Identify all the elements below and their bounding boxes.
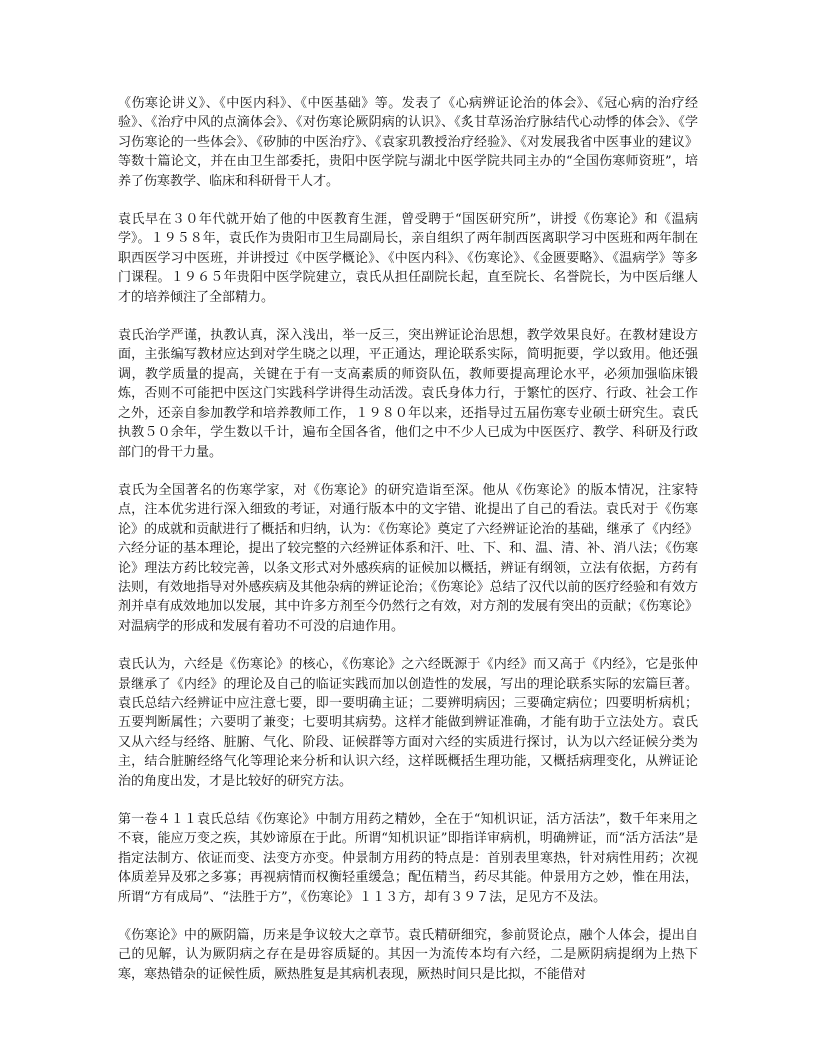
paragraph-education-career: 袁氏早在３０年代就开始了他的中医教育生涯，曾受聘于“国医研究所”，讲授《伤寒论》和《温病学》。１９５８年，袁氏作为贵阳市卫生局副局长，亲自组织了两年制西医离职学习中医班和两年制在职西医学习中医班，并讲授过《中医学概论》、《中医内科》、《伤寒论》、《金匮要略》、《温病学》等多门课程。１９６５年贵阳中医学院建立，袁氏从担任副院长起，直至院长、名誉院长，为中医后继人才的培养倾注了全部精力。 — [118, 212, 698, 305]
document-page — [118, 94, 698, 1003]
paragraph-six-meridians: 袁氏认为，六经是《伤寒论》的核心，《伤寒论》之六经既源于《内经》而又高于《内经》，它是张仲景继承了《内经》的理论及自己的临证实践而加以创造性的发展，写出的理论联系实际的宏篇巨著。袁氏总结六经辨证中应注意七要，即一要明确主证；二要辨明病因；三要确定病位；四要明析病机；五要判断属性；六要明了兼变；七要明其病势。这样才能做到辨证准确，才能有助于立法处方。袁氏又从六经与经络、脏腑、气化、阶段、证候群等方面对六经的实质进行探讨，认为以六经证候分类为主，结合脏腑经络气化等理论来分析和认识六经，这样既概括生理功能，又概括病理变化，从辨证论治的角度出发，才是比较好的研究方法。 — [118, 657, 698, 789]
paragraph-teaching-philosophy: 袁氏治学严谨，执教认真，深入浅出，举一反三，突出辨证论治思想，教学效果良好。在教材建设方面，主张编写教材应达到对学生晓之以理，平正通达，理论联系实际，简明扼要，学以致用。他还强调，教学质量的提高，关键在于有一支高素质的师资队伍，教师要提高理论水平，必须加强临床锻炼，否则不可能把中医这门实践科学讲得生动活泼。袁氏身体力行，于繁忙的医疗、行政、社会工作之外，还亲自参加教学和培养教师工作，１９８０年以来，还指导过五届伤寒专业硕士研究生。袁氏执教５０余年，学生数以千计，遍布全国各省，他们之中不少人已成为中医医疗、教学、科研及行政部门的骨干力量。 — [118, 328, 698, 460]
paragraph-jueyin-chapter: 《伤寒论》中的厥阴篇，历来是争议较大之章节。袁氏精研细究，参前贤论点，融个人体会，提出自己的见解，认为厥阴病之存在是毋容质疑的。其因一为流传本均有六经，二是厥阴病提纲为上热下寒，寒热错杂的证候性质，厥热胜复是其病机表现，厥热时间只是比拟，不能借对 — [118, 928, 698, 982]
paragraph-shanghan-research: 袁氏为全国著名的伤寒学家，对《伤寒论》的研究造诣至深。他从《伤寒论》的版本情况，注家特点，注本优劣进行深入细致的考证，对通行版本中的文字错、讹提出了自己的看法。袁氏对于《伤寒论》的成就和贡献进行了概括和归纳，认为：《伤寒论》奠定了六经辨证论治的基础，继承了《内经》六经分证的基本理论，提出了较完整的六经辨证体系和汗、吐、下、和、温、清、补、消八法；《伤寒论》理法方药比较完善，以条文形式对外感疾病的证候加以概括，辨证有纲领，立法有依据，方药有法则，有效地指导对外感疾病及其他杂病的辨证论治；《伤寒论》总结了汉代以前的医疗经验和有效方剂并卓有成效地加以发展，其中许多方剂至今仍然行之有效，对方剂的发展有突出的贡献；《伤寒论》对温病学的形成和发展有着功不可没的启迪作用。 — [118, 482, 698, 634]
paragraph-publications: 《伤寒论讲义》、《中医内科》、《中医基础》等。发表了《心病辨证论治的体会》、《冠心病的治疗经验》、《治疗中风的点滴体会》、《对伤寒论厥阴病的认识》、《炙甘草汤治疗脉结代心动悸的体会》、《学习伤寒论的一些体会》、《矽肺的中医治疗》、《袁家玑教授治疗经验》、《对发展我省中医事业的建议》等数十篇论文，并在由卫生部委托，贵阳中医学院与湖北中医学院共同主办的“全国伤寒师资班”，培养了伤寒教学、临床和科研骨干人才。 — [118, 96, 698, 189]
paragraph-prescriptions: 第一卷４１１袁氏总结《伤寒论》中制方用药之精妙，全在于“知机识证，活方活法”，数千年来用之不衰，能应万变之疾，其妙谛原在于此。所谓“知机识证”即指详审病机，明确辨证，而“活方活法”是指定法制方、依证而变、法变方亦变。仲景制方用药的特点是：首别表里寒热，针对病性用药；次视体质差异及邪之多寡；再视病情而权衡轻重缓急；配伍精当，药尽其能。仲景用方之妙，惟在用法，所谓“方有成局”、“法胜于方”，《伤寒论》１１３方，却有３９７法，足见方不及法。 — [118, 812, 698, 905]
